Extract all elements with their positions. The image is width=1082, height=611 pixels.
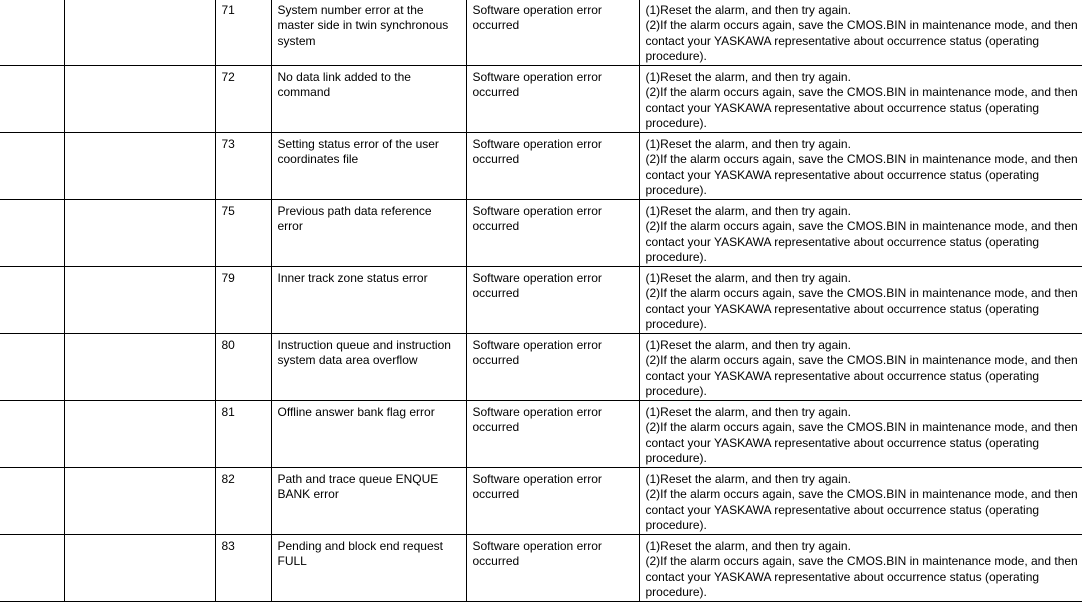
sub-code-cell: 72 <box>215 66 271 133</box>
meaning-cell: Inner track zone status error <box>271 267 466 334</box>
table-row <box>0 133 1082 200</box>
alarm-name-cell <box>64 133 215 200</box>
alarm-name-cell <box>64 401 215 468</box>
remedy-cell: (1)Reset the alarm, and then try again. (2)If the alarm occurs again, save the CMOS.BIN in maintenance mode, and then contact your YASKAWA representative about occurrence status (operating procedure). <box>639 468 1082 535</box>
cause-cell: Software operation error occurred <box>466 535 639 602</box>
sub-code-cell: 73 <box>215 133 271 200</box>
meaning-cell: Offline answer bank flag error <box>271 401 466 468</box>
meaning-cell: Path and trace queue ENQUE BANK error <box>271 468 466 535</box>
sub-code-cell: 79 <box>215 267 271 334</box>
remedy-cell: (1)Reset the alarm, and then try again. (2)If the alarm occurs again, save the CMOS.BIN in maintenance mode, and then contact your YASKAWA representative about occurrence status (operating procedure). <box>639 267 1082 334</box>
remedy-cell: (1)Reset the alarm, and then try again. (2)If the alarm occurs again, save the CMOS.BIN in maintenance mode, and then contact your YASKAWA representative about occurrence status (operating procedure). <box>639 535 1082 602</box>
remedy-cell: (1)Reset the alarm, and then try again. (2)If the alarm occurs again, save the CMOS.BIN in maintenance mode, and then contact your YASKAWA representative about occurrence status (operating procedure). <box>639 133 1082 200</box>
cause-cell: Software operation error occurred <box>466 66 639 133</box>
alarm-name-cell <box>64 468 215 535</box>
remedy-cell: (1)Reset the alarm, and then try again. (2)If the alarm occurs again, save the CMOS.BIN in maintenance mode, and then contact your YASKAWA representative about occurrence status (operating procedure). <box>639 0 1082 66</box>
sub-code-cell: 75 <box>215 200 271 267</box>
cause-cell: Software operation error occurred <box>466 267 639 334</box>
table-row <box>0 468 1082 535</box>
alarm-number-cell <box>0 133 64 200</box>
cause-cell: Software operation error occurred <box>466 133 639 200</box>
alarm-number-cell <box>0 267 64 334</box>
cause-cell: Software operation error occurred <box>466 401 639 468</box>
alarm-number-cell <box>0 334 64 401</box>
sub-code-cell: 83 <box>215 535 271 602</box>
alarm-number-cell <box>0 200 64 267</box>
table-row <box>0 401 1082 468</box>
meaning-cell: Setting status error of the user coordinates file <box>271 133 466 200</box>
alarm-number-cell <box>0 535 64 602</box>
table-row <box>0 267 1082 334</box>
alarm-number-cell <box>0 66 64 133</box>
cause-cell: Software operation error occurred <box>466 200 639 267</box>
cause-cell: Software operation error occurred <box>466 468 639 535</box>
sub-code-cell: 80 <box>215 334 271 401</box>
sub-code-cell: 81 <box>215 401 271 468</box>
meaning-cell: Instruction queue and instruction system data area overflow <box>271 334 466 401</box>
sub-code-cell: 71 <box>215 0 271 66</box>
table-row <box>0 334 1082 401</box>
cause-cell: Software operation error occurred <box>466 0 639 66</box>
meaning-cell: System number error at the master side in twin synchronous system <box>271 0 466 66</box>
alarm-name-cell <box>64 66 215 133</box>
remedy-cell: (1)Reset the alarm, and then try again. (2)If the alarm occurs again, save the CMOS.BIN in maintenance mode, and then contact your YASKAWA representative about occurrence status (operating procedure). <box>639 66 1082 133</box>
alarm-name-cell <box>64 267 215 334</box>
remedy-cell: (1)Reset the alarm, and then try again. (2)If the alarm occurs again, save the CMOS.BIN in maintenance mode, and then contact your YASKAWA representative about occurrence status (operating procedure). <box>639 334 1082 401</box>
alarm-number-cell <box>0 401 64 468</box>
sub-code-cell: 82 <box>215 468 271 535</box>
table-row <box>0 535 1082 602</box>
meaning-cell: Pending and block end request FULL <box>271 535 466 602</box>
meaning-cell: Previous path data reference error <box>271 200 466 267</box>
alarm-name-cell <box>64 0 215 66</box>
alarm-name-cell <box>64 200 215 267</box>
meaning-cell: No data link added to the command <box>271 66 466 133</box>
alarm-number-cell <box>0 0 64 66</box>
cause-cell: Software operation error occurred <box>466 334 639 401</box>
remedy-cell: (1)Reset the alarm, and then try again. (2)If the alarm occurs again, save the CMOS.BIN in maintenance mode, and then contact your YASKAWA representative about occurrence status (operating procedure). <box>639 200 1082 267</box>
alarm-number-cell <box>0 468 64 535</box>
table-row <box>0 66 1082 133</box>
table-row <box>0 0 1082 66</box>
alarm-name-cell <box>64 334 215 401</box>
alarm-name-cell <box>64 535 215 602</box>
remedy-cell: (1)Reset the alarm, and then try again. (2)If the alarm occurs again, save the CMOS.BIN in maintenance mode, and then contact your YASKAWA representative about occurrence status (operating procedure). <box>639 401 1082 468</box>
table-row <box>0 200 1082 267</box>
